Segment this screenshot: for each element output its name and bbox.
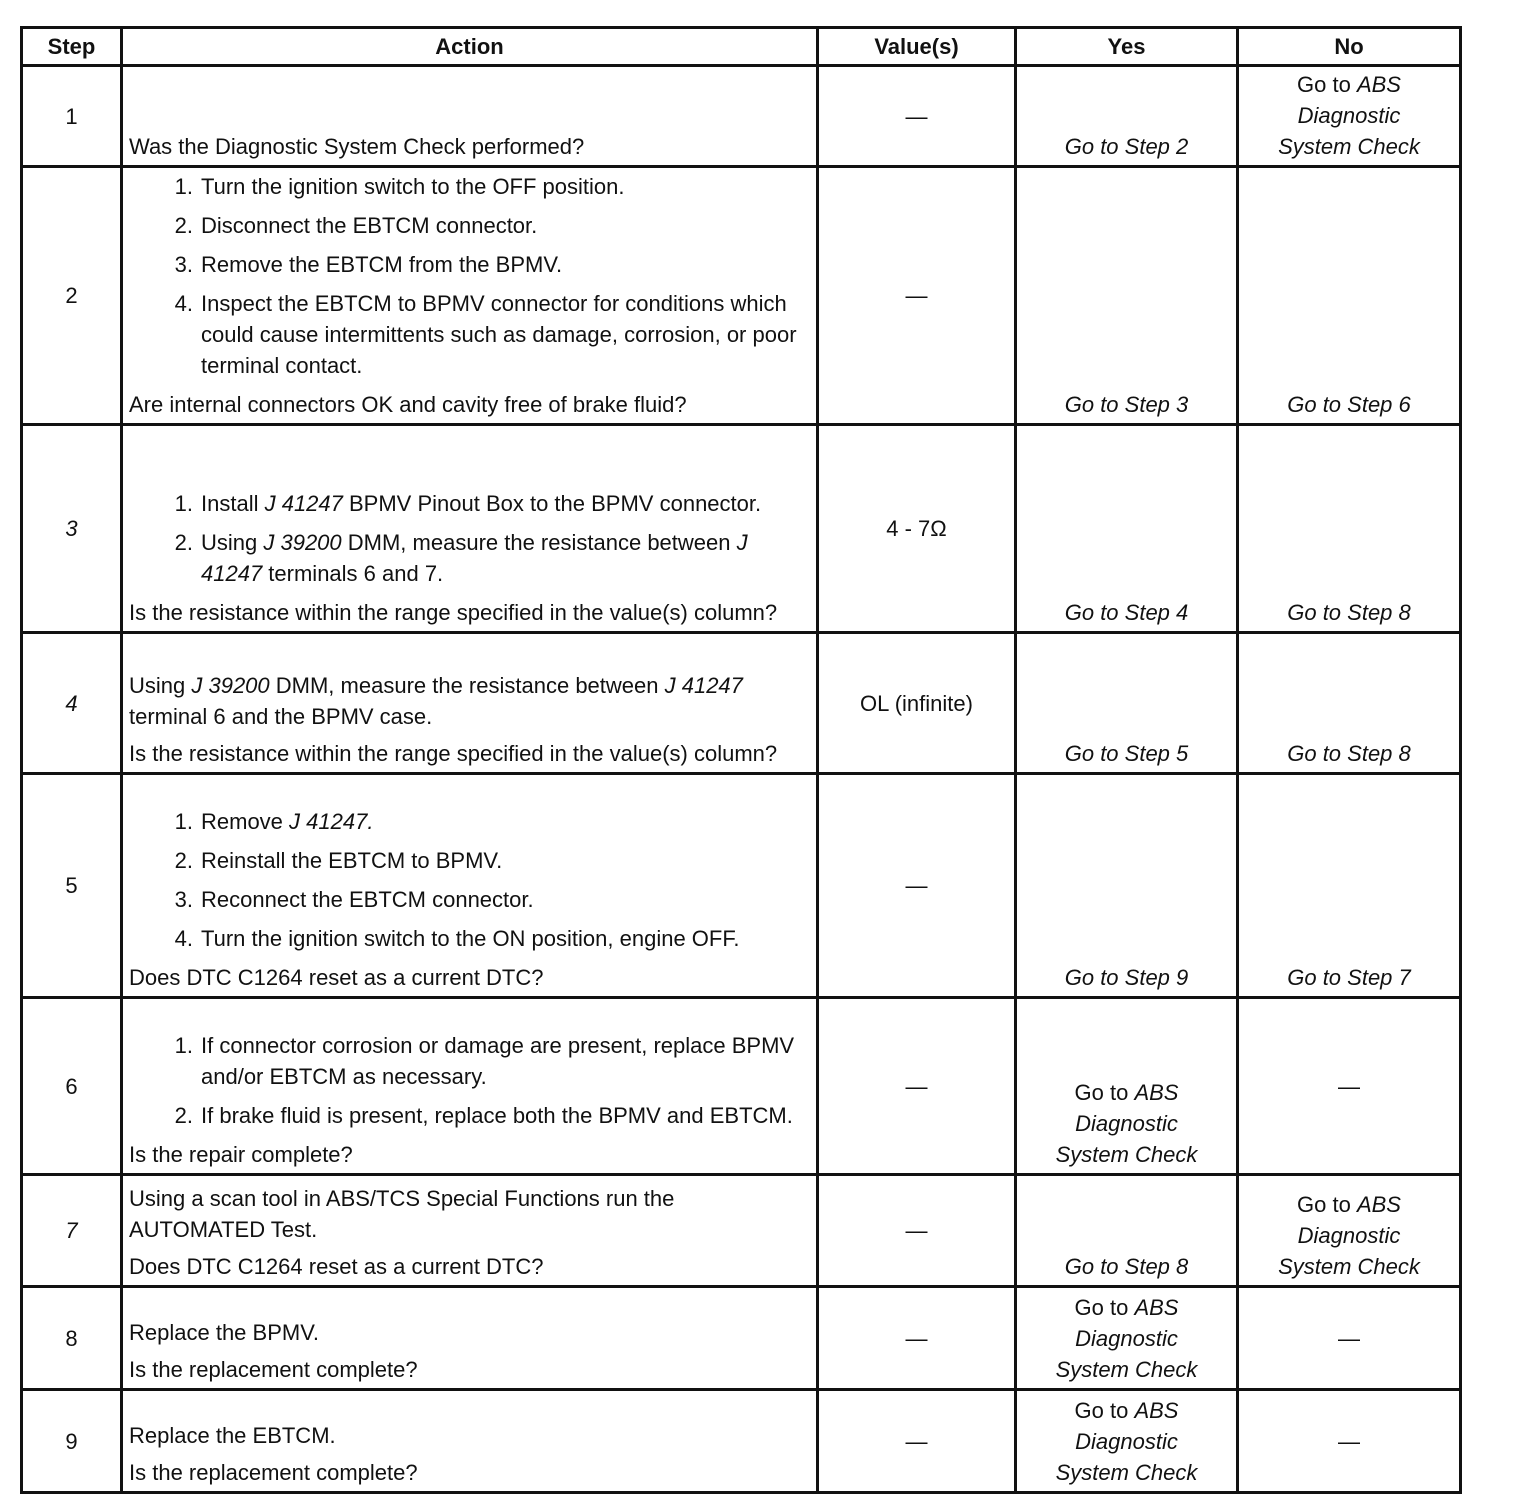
instruction-list — [129, 171, 812, 381]
instruction: Using a scan tool in ABS/TCS Special Functions run the AUTOMATED Test. — [129, 1186, 675, 1242]
action-cell — [122, 633, 818, 774]
tool-reference: J 41247 — [664, 673, 743, 698]
step-number: 7 — [22, 1175, 122, 1287]
table-row — [22, 1287, 1461, 1390]
value-cell: — — [818, 998, 1016, 1175]
step-number: 5 — [22, 774, 122, 998]
table-row — [22, 633, 1461, 774]
question: Was the Diagnostic System Check performed? — [129, 134, 585, 159]
tool-reference: J 41247 — [201, 530, 748, 586]
list-item: 2. Reinstall the EBTCM to BPMV. — [174, 848, 503, 873]
question: Is the resistance within the range specified in the value(s) column? — [129, 741, 778, 766]
step-number: 6 — [22, 998, 122, 1175]
table-row — [22, 1390, 1461, 1493]
list-item: 3. Remove the EBTCM from the BPMV. — [174, 252, 563, 277]
no-cell: Go to ABS Diagnostic System Check — [1238, 66, 1461, 167]
step-number: 3 — [22, 425, 122, 633]
value-cell: 4 - 7Ω — [818, 425, 1016, 633]
list-item: 2. Disconnect the EBTCM connector. — [174, 213, 538, 238]
yes-result: Go to Step 2 — [1064, 134, 1189, 159]
list-item: 3. Reconnect the EBTCM connector. — [174, 887, 534, 912]
value-cell: — — [818, 1175, 1016, 1287]
tool-reference: J 39200 — [191, 673, 270, 698]
yes-result: Go to Step 8 — [1016, 1175, 1238, 1287]
header-yes: Yes — [1016, 28, 1238, 66]
table-row — [22, 425, 1461, 633]
instruction: Replace the EBTCM. — [129, 1423, 336, 1448]
value-cell: — — [818, 1390, 1016, 1493]
list-item: 1. Remove J 41247. — [174, 809, 374, 834]
instruction: Using J 39200 DMM, measure the resistance between J 41247 terminal 6 and the BPMV case. — [129, 673, 743, 729]
step-number: 4 — [22, 633, 122, 774]
no-result: Go to Step 7 — [1238, 774, 1461, 998]
question: Does DTC C1264 reset as a current DTC? — [129, 965, 544, 990]
step-number: 8 — [22, 1287, 122, 1390]
no-result: — — [1238, 1287, 1461, 1390]
tool-reference: J 39200 — [263, 530, 342, 555]
tool-reference: J 41247 — [264, 491, 343, 516]
yes-result: Go to Step 3 — [1016, 167, 1238, 425]
abs-reference: Go to ABS — [1074, 1080, 1179, 1105]
no-result: Go to Step 8 — [1238, 425, 1461, 633]
list-item: 1. If connector corrosion or damage are present, replace BPMV and/or EBTCM as necessary. — [174, 1033, 795, 1089]
instruction-list — [129, 806, 812, 954]
value-cell: — — [818, 167, 1016, 425]
table-row — [22, 774, 1461, 998]
yes-cell: Go to ABS Diagnostic System Check — [1016, 1287, 1238, 1390]
question: Is the repair complete? — [129, 1142, 353, 1167]
value-cell: — — [818, 1287, 1016, 1390]
value-cell: — — [818, 66, 1016, 167]
action-cell — [122, 1390, 818, 1493]
step-number: 9 — [22, 1390, 122, 1493]
abs-reference: Go to ABS — [1297, 72, 1401, 97]
action-cell — [122, 998, 818, 1175]
action-cell — [122, 66, 818, 167]
value-cell: — — [818, 774, 1016, 998]
action-cell — [122, 1175, 818, 1287]
no-result: Go to Step 8 — [1238, 633, 1461, 774]
yes-result: Go to Step 4 — [1016, 425, 1238, 633]
table-row — [22, 167, 1461, 425]
question: Does DTC C1264 reset as a current DTC? — [129, 1254, 544, 1279]
instruction: Replace the BPMV. — [129, 1320, 319, 1345]
instruction-list — [129, 1030, 812, 1131]
yes-cell: Go to ABS Diagnostic System Check — [1016, 998, 1238, 1175]
list-item: 1. Turn the ignition switch to the OFF position. — [174, 174, 625, 199]
instruction-list — [129, 488, 812, 589]
header-no: No — [1238, 28, 1461, 66]
list-item: 1. Install J 41247 BPMV Pinout Box to the BPMV connector. — [174, 491, 762, 516]
header-row — [22, 28, 1461, 66]
yes-result: Go to Step 9 — [1016, 774, 1238, 998]
action-cell — [122, 425, 818, 633]
value-cell: OL (infinite) — [818, 633, 1016, 774]
abs-reference: Go to ABS — [1074, 1398, 1179, 1423]
header-step: Step — [22, 28, 122, 66]
table-row — [22, 998, 1461, 1175]
yes-result: Go to Step 5 — [1016, 633, 1238, 774]
no-cell: Go to ABS Diagnostic System Check — [1238, 1175, 1461, 1287]
diagnostic-table — [20, 26, 1462, 1494]
tool-reference: J 41247. — [289, 809, 374, 834]
header-values: Value(s) — [818, 28, 1016, 66]
yes-cell: Go to ABS Diagnostic System Check — [1016, 1390, 1238, 1493]
question: Are internal connectors OK and cavity free of brake fluid? — [129, 392, 687, 417]
action-cell — [122, 774, 818, 998]
yes-cell — [1016, 66, 1238, 167]
list-item: 2. If brake fluid is present, replace both the BPMV and EBTCM. — [174, 1103, 793, 1128]
abs-reference: Go to ABS — [1297, 1192, 1401, 1217]
no-result: Go to Step 6 — [1238, 167, 1461, 425]
step-number: 1 — [22, 66, 122, 167]
header-action: Action — [122, 28, 818, 66]
list-item: 2. Using J 39200 DMM, measure the resistance between J 41247 terminals 6 and 7. — [174, 530, 748, 586]
list-item: 4. Turn the ignition switch to the ON position, engine OFF. — [174, 926, 740, 951]
list-item: 4. Inspect the EBTCM to BPMV connector for conditions which could cause intermittents such as damage, corrosion, or poor terminal contact. — [174, 291, 797, 378]
table-row — [22, 66, 1461, 167]
action-cell — [122, 167, 818, 425]
question: Is the replacement complete? — [129, 1357, 418, 1382]
question: Is the replacement complete? — [129, 1460, 418, 1485]
no-result: — — [1238, 1390, 1461, 1493]
question: Is the resistance within the range specified in the value(s) column? — [129, 600, 778, 625]
step-number: 2 — [22, 167, 122, 425]
action-cell — [122, 1287, 818, 1390]
table-row — [22, 1175, 1461, 1287]
no-result: — — [1238, 998, 1461, 1175]
abs-reference: Go to ABS — [1074, 1295, 1179, 1320]
